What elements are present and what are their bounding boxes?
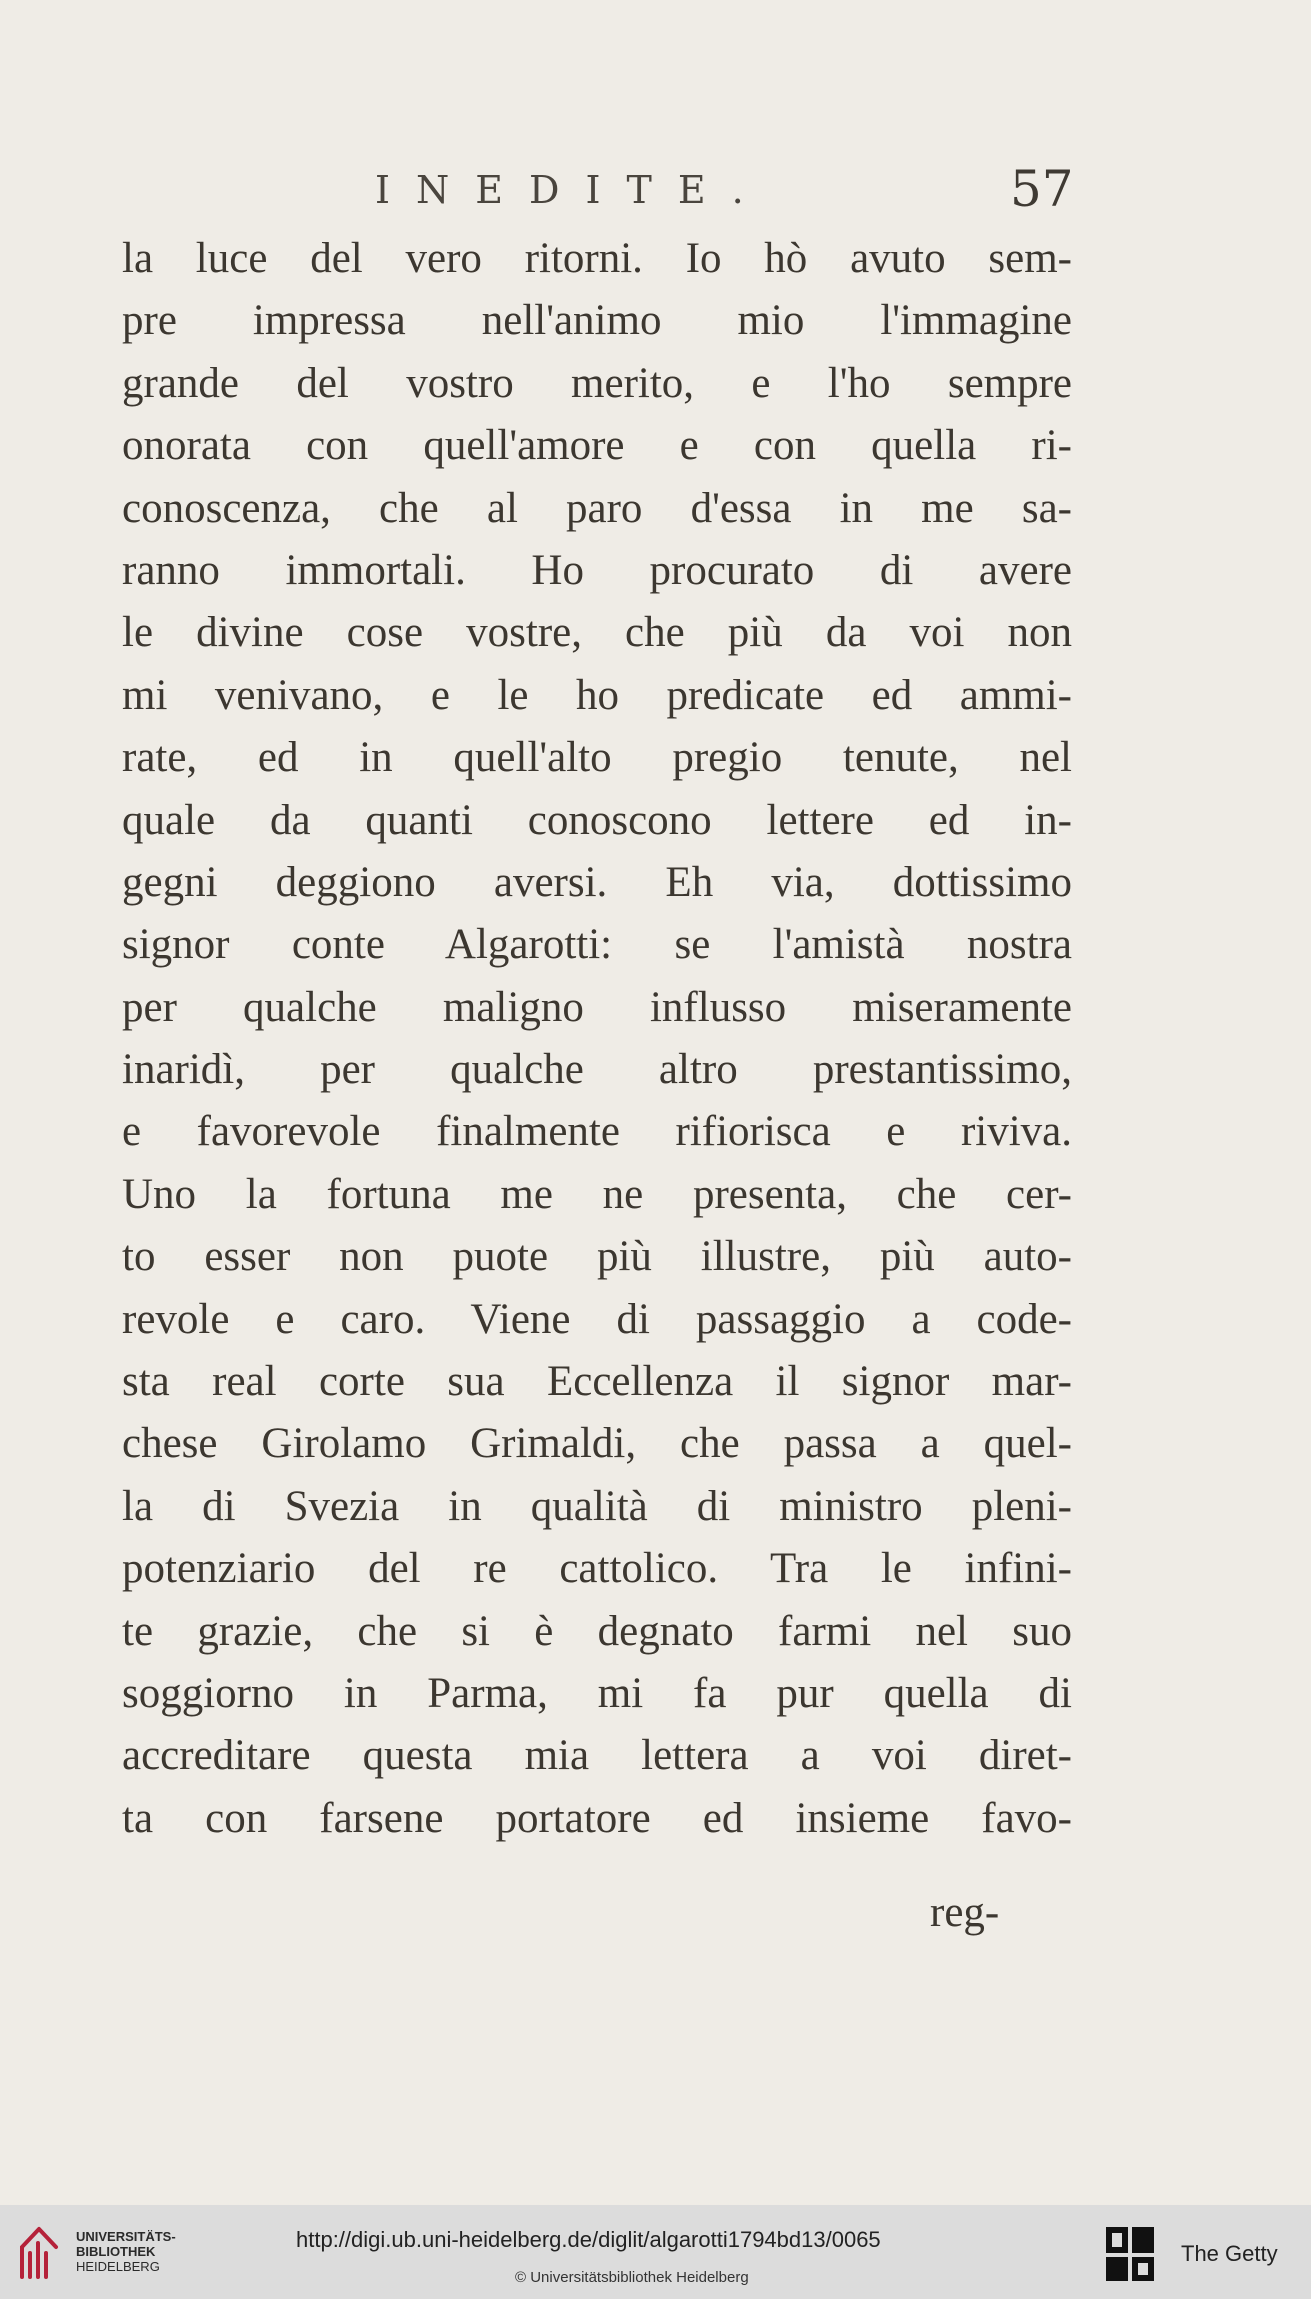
text-line: conoscenza, che al paro d'essa in me sa- xyxy=(122,484,1072,532)
text-line: revole e caro. Viene di passaggio a code- xyxy=(122,1295,1072,1343)
permalink-url[interactable]: http://digi.ub.uni-heidelberg.de/diglit/algarotti1794bd13/0065 xyxy=(296,2227,881,2252)
text-line: la luce del vero ritorni. Io hò avuto sem- xyxy=(122,235,1072,282)
text-line: ranno immortali. Ho procurato di avere xyxy=(122,546,1072,594)
text-line: gegni deggiono aversi. Eh via, dottissimo xyxy=(122,858,1072,906)
text-line: inaridì, per qualche altro prestantissimo, xyxy=(122,1046,1072,1094)
text-line: onorata con quell'amore e con quella ri- xyxy=(122,422,1072,470)
text-line: Uno la fortuna me ne presenta, che cer- xyxy=(122,1170,1072,1218)
text-line: pre impressa nell'animo mio l'immagine xyxy=(122,297,1072,345)
text-line: mi venivano, e le ho predicate ed ammi- xyxy=(122,671,1072,719)
page-number: 57 xyxy=(1010,160,1074,218)
text-line: le divine cose vostre, che più da voi non xyxy=(122,609,1072,657)
text-line: rate, ed in quell'alto pregio tenute, nel xyxy=(122,734,1072,782)
text-line: accreditare questa mia lettera a voi diret- xyxy=(122,1732,1072,1780)
text-line: la di Svezia in qualità di ministro pleni- xyxy=(122,1482,1072,1530)
heidelberg-library-logo-icon[interactable] xyxy=(14,2225,64,2281)
library-name: UNIVERSITÄTS- BIBLIOTHEK HEIDELBERG xyxy=(76,2229,176,2274)
getty-label: The Getty xyxy=(1181,2241,1278,2266)
text-line: to esser non puote più illustre, più auto- xyxy=(122,1233,1072,1281)
text-line: soggiorno in Parma, mi fa pur quella di xyxy=(122,1669,1072,1717)
text-line: grande del vostro merito, e l'ho sempre xyxy=(122,359,1072,407)
catchword: reg- xyxy=(930,1889,1000,1936)
text-line: potenziario del re cattolico. Tra le infini- xyxy=(122,1545,1072,1593)
text-line: chese Girolamo Grimaldi, che passa a quel- xyxy=(122,1420,1072,1468)
text-line: sta real corte sua Eccellenza il signor mar- xyxy=(122,1358,1072,1406)
copyright-notice: © Universitätsbibliothek Heidelberg xyxy=(515,2269,749,2286)
text-line: te grazie, che si è degnato farmi nel suo xyxy=(122,1607,1072,1655)
body-text xyxy=(122,228,1072,1850)
text-line: e favorevole finalmente rifiorisca e riviva. xyxy=(122,1108,1072,1156)
text-line: signor conte Algarotti: se l'amistà nostra xyxy=(122,921,1072,969)
page-header xyxy=(0,160,1311,230)
getty-logo-icon[interactable] xyxy=(1104,2225,1156,2283)
viewer-footer xyxy=(0,2205,1311,2299)
text-line: quale da quanti conoscono lettere ed in- xyxy=(122,796,1072,844)
running-head: INEDITE. xyxy=(375,168,770,212)
text-line: ta con farsene portatore ed insieme favo- xyxy=(122,1794,1072,1842)
text-line: per qualche maligno influsso miseramente xyxy=(122,983,1072,1031)
